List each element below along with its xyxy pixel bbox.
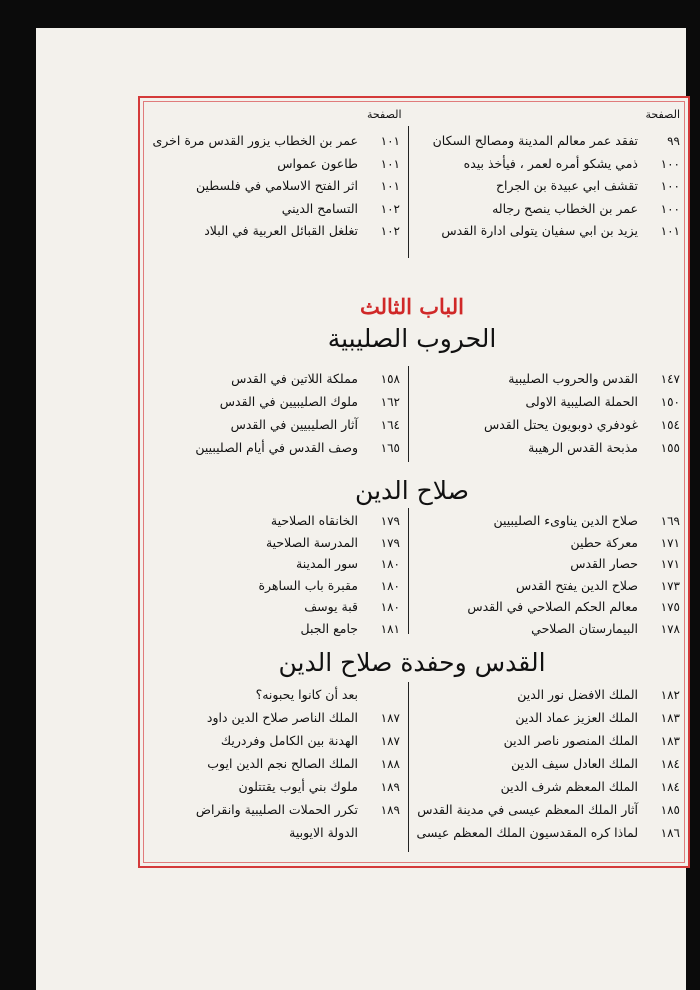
toc-entry (493, 510, 680, 532)
toc-entry (496, 175, 680, 197)
toc-entry-title: الملك المنصور ناصر الدين (503, 733, 638, 748)
toc-entry (196, 799, 400, 821)
toc-entry (256, 684, 400, 706)
toc-entry-title: الدولة الايوبية (289, 825, 358, 840)
toc-page-number: ١٨٧ (380, 734, 400, 748)
toc-entry (467, 596, 680, 618)
toc-entry-title: الخانقاه الصلاحية (270, 513, 358, 528)
toc-page-number: ١٧٥ (660, 600, 680, 614)
toc-entry (492, 198, 680, 220)
toc-page-number: ١٨٢ (660, 688, 680, 702)
toc-entry-title: الملك الصالح نجم الدين ايوب (207, 756, 358, 771)
toc-page-number: ١٠٢ (380, 224, 400, 238)
section-title: الحروب الصليبية (327, 324, 497, 353)
toc-entry-title: عمر بن الخطاب ينصح رجاله (492, 200, 638, 216)
toc-entry (153, 130, 401, 152)
toc-entry-title: البيمارستان الصلاحي (531, 620, 638, 636)
toc-entry-title: معركة حطين (570, 534, 638, 550)
toc-entry-title: مملكة اللاتين في القدس (231, 371, 358, 386)
toc-entry (220, 391, 400, 413)
toc-entry-title: مذبحة القدس الرهيبة (528, 440, 638, 455)
toc-page-number: ١٨٨ (380, 757, 400, 771)
toc-entry (570, 553, 680, 575)
toc-entry-title: التسامح الديني (281, 200, 358, 216)
toc-entry-title: تغلغل القبائل العربية في البلاد (204, 223, 358, 238)
toc-entry-title: الحملة الصليبية الاولى (525, 394, 638, 409)
toc-entry-title: يزيد بن ابي سفيان يتولى ادارة القدس (441, 223, 638, 238)
toc-entry-title: لماذا كره المقدسيون الملك المعظم عيسى (416, 825, 638, 840)
toc-entry (570, 532, 680, 554)
toc-entry-title: مقبرة باب الساهرة (258, 577, 358, 593)
toc-page-number: ١٨٠ (380, 600, 400, 614)
toc-entry (416, 822, 680, 844)
toc-page-number: ١٨٠ (380, 578, 400, 593)
toc-page-number: ٩٩ (667, 134, 680, 148)
section-title: القدس وحفدة صلاح الدين (278, 648, 546, 677)
column-divider (408, 126, 409, 258)
toc-entry (221, 730, 400, 752)
toc-entry (196, 175, 400, 197)
toc-page-number: ١٥٠ (660, 395, 680, 409)
toc-entry-title: الملك الافضل نور الدين (517, 687, 638, 702)
toc-page-number: ١٨٠ (380, 557, 400, 571)
toc-page-number: ١٨٤ (660, 757, 680, 771)
toc-entry (517, 684, 680, 706)
toc-page-number: ١٨٧ (380, 711, 400, 725)
toc-entry-title: الملك الناصر صلاح الدين داود (206, 710, 358, 725)
column-divider (408, 366, 409, 462)
toc-entry-title: بعد أن كانوا يحبونه؟ (255, 687, 358, 702)
toc-entry (289, 822, 400, 844)
toc-page-number: ١٧١ (660, 535, 680, 550)
toc-entry (464, 153, 680, 175)
toc-page-number: ١٦٤ (380, 418, 400, 432)
toc-entry (528, 437, 680, 459)
toc-entry-title: جامع الجبل (300, 620, 358, 636)
toc-entry (204, 220, 400, 242)
toc-entry-title: معالم الحكم الصلاحي في القدس (467, 599, 638, 614)
toc-page-number: ١٤٧ (660, 372, 680, 386)
toc-page-number: ١٠٠ (660, 156, 680, 171)
toc-entry-title: المدرسة الصلاحية (265, 534, 358, 550)
toc-entry (501, 776, 680, 798)
toc-page-number: ١٠١ (660, 224, 680, 238)
toc-page-number: ١٠١ (380, 156, 400, 171)
toc-page-number: ١٨٦ (660, 826, 680, 840)
page-column-header: الصفحة (645, 108, 680, 121)
toc-entry-title: آثار الصليبيين في القدس (230, 417, 358, 432)
toc-entry (525, 391, 680, 413)
toc-entry-title: صلاح الدين يناوىء الصليبيين (493, 513, 638, 528)
toc-entry (515, 707, 680, 729)
toc-entry-title: تفقد عمر معالم المدينة ومصالح السكان (432, 133, 638, 148)
toc-page-number: ١٨٩ (380, 803, 400, 817)
toc-entry-title: ذمي يشكو أمره لعمر ، فيأخذ بيده (463, 155, 638, 171)
toc-entry-title: ملوك بني أيوب يقتتلون (238, 779, 358, 794)
toc-page-number: ١٨١ (380, 621, 400, 636)
toc-entry (516, 575, 680, 597)
toc-page-number: ١٠٠ (660, 201, 680, 216)
toc-entry (508, 368, 680, 390)
toc-entry-title: الملك العادل سيف الدين (511, 756, 638, 771)
toc-entry-title: وصف القدس في أيام الصليبيين (195, 440, 358, 455)
page-column-header: الصفحة (367, 108, 402, 121)
toc-entry (277, 153, 400, 175)
toc-page-number: ١٠١ (380, 134, 400, 148)
toc-entry-title: الملك المعظم شرف الدين (500, 779, 638, 794)
toc-entry (207, 753, 400, 775)
toc-entry (511, 753, 680, 775)
toc-page-number: ١٥٨ (380, 372, 400, 386)
toc-page-number: ١٠٠ (660, 179, 680, 193)
toc-entry-title: غودفري دوبويون يحتل القدس (483, 417, 638, 432)
toc-page-number: ١٦٥ (380, 441, 400, 455)
toc-page-number: ١٧٩ (380, 535, 400, 550)
toc-entry (296, 553, 400, 575)
section-title: صلاح الدين (355, 476, 469, 505)
column-divider (408, 682, 409, 852)
toc-entry-title: قبة يوسف (304, 599, 358, 614)
toc-page-number: ١٧٩ (380, 514, 400, 528)
toc-entry-title: الملك العزيز عماد الدين (515, 710, 638, 725)
toc-entry (266, 532, 400, 554)
toc-entry-title: الهدنة بين الكامل وفردريك (220, 733, 358, 748)
toc-entry-title: القدس والحروب الصليبية (508, 371, 638, 386)
toc-page-number: ١٨٥ (660, 803, 680, 817)
toc-entry-title: طاعون عمواس (277, 155, 358, 171)
toc-entry (484, 414, 680, 436)
toc-page-number: ١٧٨ (660, 621, 680, 636)
column-divider (408, 508, 409, 634)
toc-page-number: ١٥٥ (660, 441, 680, 455)
chapter-label: الباب الثالث (359, 294, 465, 319)
toc-entry-title: آثار الملك المعظم عيسى في مدينة القدس (417, 802, 638, 817)
toc-entry-title: تكرر الحملات الصليبية وانقراض (195, 802, 358, 817)
toc-entry (258, 575, 400, 597)
toc-entry (304, 596, 400, 618)
toc-entry-title: تقشف ابي عبيدة بن الجراح (495, 178, 638, 193)
toc-entry (231, 368, 400, 390)
toc-entry (417, 799, 680, 821)
toc-entry (271, 510, 400, 532)
toc-entry (504, 730, 680, 752)
toc-page-number: ١٠١ (380, 179, 400, 193)
toc-entry-title: حصار القدس (570, 556, 638, 571)
toc-page-number: ١٠٢ (380, 201, 400, 216)
toc-entry (239, 776, 400, 798)
toc-page-number: ١٦٢ (380, 395, 400, 409)
toc-entry (231, 414, 400, 436)
toc-page-number: ١٨٣ (660, 711, 680, 725)
toc-entry (195, 437, 400, 459)
toc-entry-title: عمر بن الخطاب يزور القدس مرة اخرى (152, 133, 358, 148)
toc-entry-title: صلاح الدين يفتح القدس (516, 577, 638, 593)
toc-page-number: ١٧٣ (660, 578, 680, 593)
toc-page-number: ١٨٩ (380, 780, 400, 794)
toc-page-number: ١٧١ (660, 557, 680, 571)
toc-entry (282, 198, 400, 220)
toc-page-number: ١٨٣ (660, 734, 680, 748)
toc-entry (531, 618, 680, 640)
toc-entry (207, 707, 400, 729)
toc-entry-title: سور المدينة (296, 556, 358, 571)
toc-page-number: ١٥٤ (660, 418, 680, 432)
toc-entry-title: اثر الفتح الاسلامي في فلسطين (195, 178, 358, 193)
toc-page-number: ١٦٩ (660, 514, 680, 528)
toc-entry (433, 130, 680, 152)
toc-entry-title: ملوك الصليبيين في القدس (219, 394, 358, 409)
toc-entry (441, 220, 680, 242)
toc-entry (301, 618, 400, 640)
toc-page-number: ١٨٤ (660, 780, 680, 794)
